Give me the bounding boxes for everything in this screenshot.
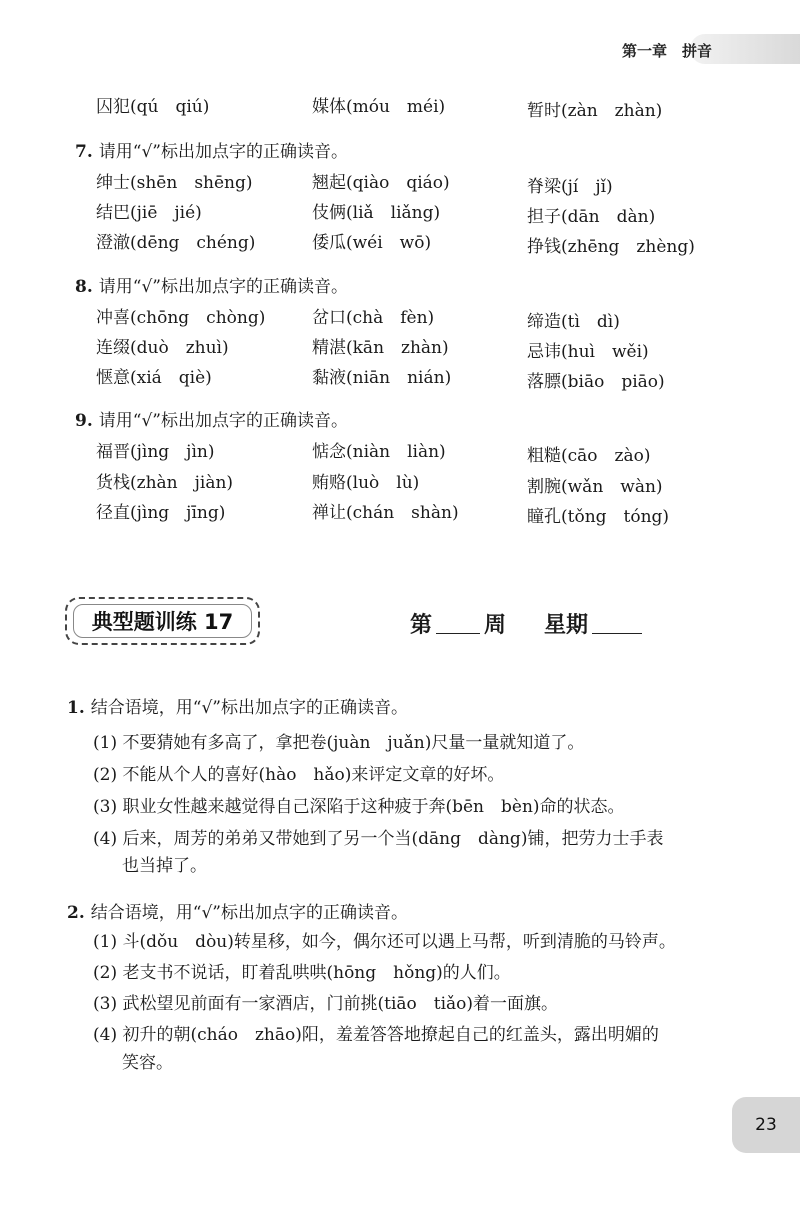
section-banner bbox=[65, 597, 260, 645]
page-number: 23 bbox=[732, 1097, 800, 1153]
word-item: 伎俩(liǎ liǎng) bbox=[312, 203, 441, 223]
sub-item: (1) 不要猜她有多高了，拿把卷(juàn juǎn)尺量一量就知道了。 bbox=[93, 733, 585, 753]
word-item: 黏液(niān nián) bbox=[312, 368, 452, 388]
q7-row bbox=[0, 168, 800, 198]
question-8 bbox=[75, 272, 348, 297]
question-number: 7. bbox=[75, 142, 93, 162]
chapter-title: 第一章 拼音 bbox=[622, 42, 713, 60]
weekday-blank bbox=[592, 611, 642, 634]
q7-row bbox=[0, 198, 800, 228]
word-item: 贿赂(luò lù) bbox=[312, 473, 420, 493]
section-title: 典型题训练 17 bbox=[73, 604, 252, 638]
word-item: 冲喜(chōng chòng) bbox=[96, 308, 266, 328]
word-item: 粗糙(cāo zào) bbox=[527, 446, 651, 466]
word-item: 福晋(jìng jìn) bbox=[96, 442, 215, 462]
sub-item: (4) 后来，周芳的弟弟又带她到了另一个当(dāng dàng)铺，把劳力士手表 bbox=[93, 829, 664, 849]
q8-row bbox=[0, 303, 800, 333]
word-item: 货栈(zhàn jiàn) bbox=[96, 473, 234, 493]
word-item: 担子(dān dàn) bbox=[527, 207, 656, 227]
question-number: 2. bbox=[67, 903, 85, 923]
question-prompt: 请用“√”标出加点字的正确读音。 bbox=[98, 277, 348, 297]
week-prefix: 第 bbox=[410, 612, 433, 638]
sub-item-continuation: 也当掉了。 bbox=[122, 856, 207, 876]
word-item: 媒体(móu méi) bbox=[312, 97, 446, 117]
word-item: 翘起(qiào qiáo) bbox=[312, 173, 450, 193]
sub-item-continuation: 笑容。 bbox=[122, 1053, 173, 1073]
word-item: 倭瓜(wéi wō) bbox=[312, 233, 432, 253]
question-number: 1. bbox=[67, 698, 85, 718]
q8-row bbox=[0, 363, 800, 393]
word-item: 脊梁(jí jǐ) bbox=[527, 177, 613, 197]
word-item: 忌讳(huì wěi) bbox=[527, 342, 649, 362]
question-number: 8. bbox=[75, 277, 93, 297]
word-item: 暂时(zàn zhàn) bbox=[527, 101, 663, 121]
word-item: 精湛(kān zhàn) bbox=[312, 338, 449, 358]
weekday-label: 星期 bbox=[544, 612, 589, 638]
word-item: 落膘(biāo piāo) bbox=[527, 372, 665, 392]
word-item: 惦念(niàn liàn) bbox=[312, 442, 446, 462]
question-9 bbox=[75, 406, 348, 431]
word-item: 惬意(xiá qiè) bbox=[96, 368, 212, 388]
word-item: 径直(jìng jīng) bbox=[96, 503, 226, 523]
q6-row bbox=[0, 92, 800, 122]
word-item: 澄澈(dēng chéng) bbox=[96, 233, 256, 253]
section-question-2 bbox=[67, 898, 408, 923]
q9-row bbox=[0, 437, 800, 467]
question-prompt: 结合语境，用“√”标出加点字的正确读音。 bbox=[90, 903, 408, 923]
word-item: 连缀(duò zhuì) bbox=[96, 338, 229, 358]
sub-item: (3) 职业女性越来越觉得自己深陷于这种疲于奔(bēn bèn)命的状态。 bbox=[93, 797, 625, 817]
section-question-1 bbox=[67, 693, 408, 718]
sub-item: (4) 初升的朝(cháo zhāo)阳，羞羞答答地撩起自己的红盖头，露出明媚的 bbox=[93, 1025, 659, 1045]
word-item: 缔造(tì dì) bbox=[527, 312, 620, 332]
q9-row bbox=[0, 498, 800, 528]
word-item: 绅士(shēn shēng) bbox=[96, 173, 253, 193]
q8-row bbox=[0, 333, 800, 363]
sub-item: (3) 武松望见前面有一家酒店，门前挑(tiāo tiǎo)着一面旗。 bbox=[93, 994, 559, 1014]
word-item: 禅让(chán shàn) bbox=[312, 503, 459, 523]
sub-item: (2) 老支书不说话，盯着乱哄哄(hōng hǒng)的人们。 bbox=[93, 963, 511, 983]
question-7 bbox=[75, 137, 348, 162]
word-item: 瞳孔(tǒng tóng) bbox=[527, 507, 670, 527]
week-line bbox=[410, 608, 646, 639]
word-item: 结巴(jiē jié) bbox=[96, 203, 202, 223]
word-item: 囚犯(qú qiú) bbox=[96, 97, 210, 117]
week-blank bbox=[436, 611, 480, 634]
word-item: 岔口(chà fèn) bbox=[312, 308, 435, 328]
q7-row bbox=[0, 228, 800, 258]
word-item: 割腕(wǎn wàn) bbox=[527, 477, 663, 497]
week-mid: 周 bbox=[484, 612, 507, 638]
sub-item: (2) 不能从个人的喜好(hào hǎo)来评定文章的好坏。 bbox=[93, 765, 505, 785]
question-prompt: 请用“√”标出加点字的正确读音。 bbox=[98, 142, 348, 162]
q9-row bbox=[0, 468, 800, 498]
sub-item: (1) 斗(dǒu dòu)转星移，如今，偶尔还可以遇上马帮，听到清脆的马铃声。 bbox=[93, 932, 676, 952]
question-prompt: 请用“√”标出加点字的正确读音。 bbox=[98, 411, 348, 431]
question-prompt: 结合语境，用“√”标出加点字的正确读音。 bbox=[90, 698, 408, 718]
word-item: 挣钱(zhēng zhèng) bbox=[527, 237, 695, 257]
question-number: 9. bbox=[75, 411, 93, 431]
